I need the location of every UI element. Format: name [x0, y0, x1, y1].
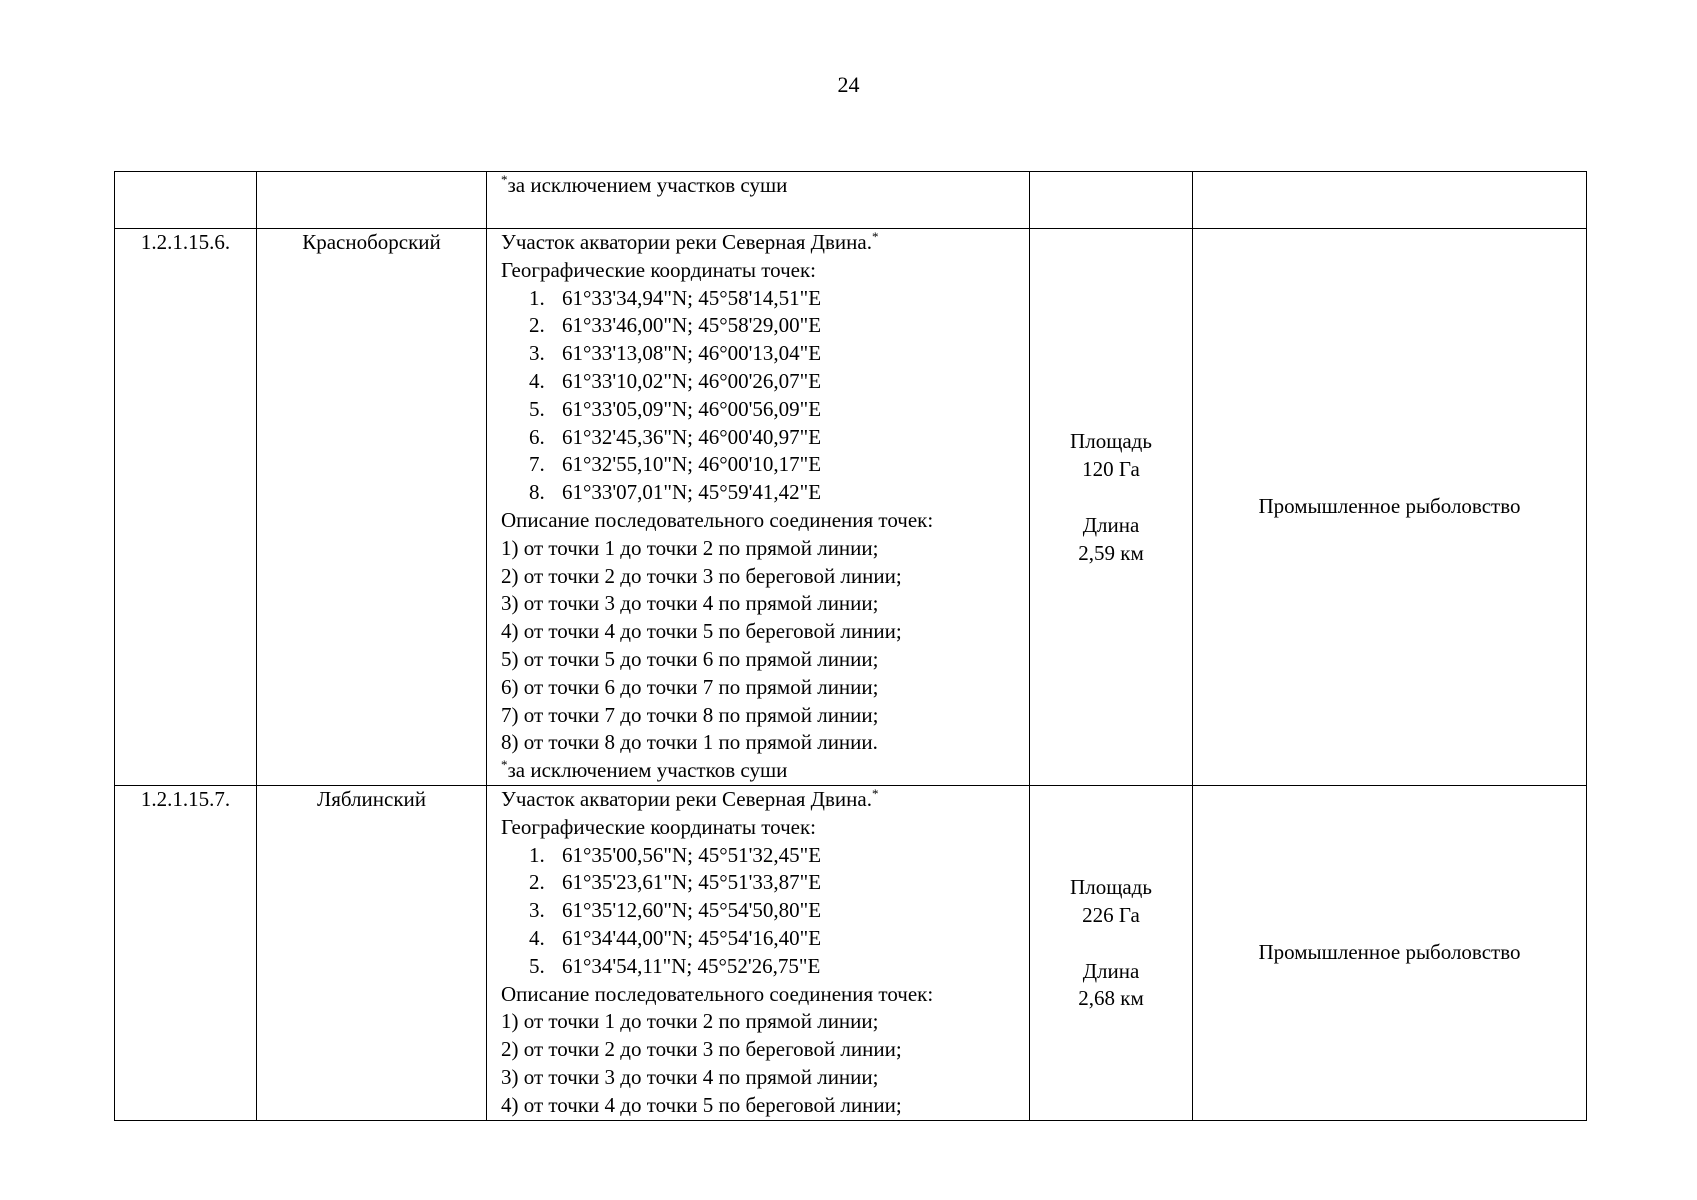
coords-title: Географические координаты точек:	[501, 257, 816, 282]
point-coordinate: 61°33'10,02"N; 46°00'26,07"E	[562, 368, 822, 393]
coordinate-point	[501, 285, 1023, 313]
row-number: 1.2.1.15.6.	[115, 229, 257, 786]
connection-line: 4) от точки 4 до точки 5 по береговой линии;	[501, 1092, 902, 1117]
table-row-krasnoborsky	[115, 229, 1587, 786]
point-number: 2.	[529, 313, 545, 338]
point-coordinate: 61°35'12,60"N; 45°54'50,80"E	[562, 898, 822, 923]
coordinate-point	[501, 842, 1023, 870]
points-list	[501, 842, 1023, 981]
coordinate-point	[501, 396, 1023, 424]
point-number: 1.	[529, 842, 545, 867]
footnote-asterisk: *	[501, 172, 508, 187]
row-description	[487, 172, 1030, 229]
row-size	[1030, 172, 1193, 229]
row-number	[115, 172, 257, 229]
connection-line: 1) от точки 1 до точки 2 по прямой линии;	[501, 1009, 879, 1034]
point-number: 5.	[529, 953, 545, 978]
row-name	[257, 172, 487, 229]
length-label: Длина	[1082, 512, 1140, 537]
coordinate-point	[501, 451, 1023, 479]
footnote-line	[501, 757, 1023, 785]
coordinate-point	[501, 897, 1023, 925]
area-title: Участок акватории реки Северная Двина.*	[501, 229, 879, 254]
footnote-line	[501, 172, 1023, 200]
point-coordinate: 61°35'00,56"N; 45°51'32,45"E	[562, 842, 822, 867]
page-number: 24	[837, 72, 860, 97]
point-coordinate: 61°33'46,00"N; 45°58'29,00"E	[562, 313, 822, 338]
coordinate-point	[501, 424, 1023, 452]
row-description	[487, 229, 1030, 786]
point-number: 7.	[529, 452, 545, 477]
connections-list	[501, 1008, 1023, 1119]
coordinate-point	[501, 340, 1023, 368]
coordinate-point	[501, 312, 1023, 340]
point-number: 4.	[529, 925, 545, 950]
connections-list	[501, 535, 1023, 757]
coordinate-point	[501, 479, 1023, 507]
connection-line: 3) от точки 3 до точки 4 по прямой линии;	[501, 1064, 879, 1089]
connection-line: 6) от точки 6 до точки 7 по прямой линии;	[501, 674, 879, 699]
point-coordinate: 61°34'44,00"N; 45°54'16,40"E	[562, 925, 822, 950]
row-name: Красноборский	[257, 229, 487, 786]
connection-title: Описание последовательного соединения точек:	[501, 507, 934, 532]
point-number: 4.	[529, 368, 545, 393]
row-size	[1030, 785, 1193, 1120]
length-value: 2,59 км	[1078, 540, 1144, 565]
area-title: Участок акватории реки Северная Двина.*	[501, 785, 879, 811]
point-coordinate: 61°33'34,94"N; 45°58'14,51"E	[562, 285, 822, 310]
connection-line: 8) от точки 8 до точки 1 по прямой линии.	[501, 730, 878, 755]
coordinate-point	[501, 925, 1023, 953]
point-coordinate: 61°33'13,08"N; 46°00'13,04"E	[562, 341, 822, 366]
row-size	[1030, 229, 1193, 786]
table-row-continuation	[115, 172, 1587, 229]
point-coordinate: 61°33'05,09"N; 46°00'56,09"E	[562, 396, 822, 421]
row-number: 1.2.1.15.7.	[115, 785, 257, 1120]
point-coordinate: 61°35'23,61"N; 45°51'33,87"E	[562, 870, 822, 895]
point-number: 8.	[529, 480, 545, 505]
row-use: Промышленное рыболовство	[1193, 229, 1587, 786]
point-number: 2.	[529, 870, 545, 895]
footnote-asterisk: *	[501, 757, 508, 773]
asterisk-mark: *	[871, 229, 879, 244]
point-coordinate: 61°32'45,36"N; 46°00'40,97"E	[562, 424, 822, 449]
row-use	[1193, 172, 1587, 229]
point-number: 3.	[529, 341, 545, 366]
area-label: Площадь	[1070, 429, 1152, 454]
row-name: Ляблинский	[257, 785, 487, 1120]
point-coordinate: 61°32'55,10"N; 46°00'10,17"E	[562, 452, 822, 477]
area-value: 226 Га	[1082, 903, 1140, 928]
point-number: 6.	[529, 424, 545, 449]
connection-line: 2) от точки 2 до точки 3 по береговой линии;	[501, 1037, 902, 1062]
coordinate-point	[501, 368, 1023, 396]
point-coordinate: 61°33'07,01"N; 45°59'41,42"E	[562, 480, 822, 505]
area-value: 120 Га	[1082, 457, 1140, 482]
footnote-text: за исключением участков суши	[507, 758, 788, 783]
connection-line: 5) от точки 5 до точки 6 по прямой линии;	[501, 646, 879, 671]
point-coordinate: 61°34'54,11"N; 45°52'26,75"E	[562, 953, 821, 978]
footnote-text: за исключением участков суши	[507, 173, 788, 197]
connection-line: 3) от точки 3 до точки 4 по прямой линии;	[501, 591, 879, 616]
point-number: 3.	[529, 898, 545, 923]
asterisk-mark: *	[871, 785, 879, 801]
length-label: Длина	[1082, 958, 1140, 983]
coords-title: Географические координаты точек:	[501, 814, 816, 839]
connection-line: 1) от точки 1 до точки 2 по прямой линии;	[501, 535, 879, 560]
points-list	[501, 285, 1023, 507]
length-value: 2,68 км	[1078, 986, 1144, 1011]
coordinate-point	[501, 953, 1023, 981]
row-use: Промышленное рыболовство	[1193, 785, 1587, 1120]
coordinate-point	[501, 869, 1023, 897]
fishing-areas-table	[114, 171, 1587, 1121]
point-number: 5.	[529, 396, 545, 421]
row-description	[487, 785, 1030, 1120]
area-label: Площадь	[1070, 875, 1152, 900]
point-number: 1.	[529, 285, 545, 310]
table-row-lyablinsky	[115, 785, 1587, 1120]
connection-line: 7) от точки 7 до точки 8 по прямой линии;	[501, 702, 879, 727]
connection-title: Описание последовательного соединения точек:	[501, 981, 934, 1006]
connection-line: 2) от точки 2 до точки 3 по береговой линии;	[501, 563, 902, 588]
connection-line: 4) от точки 4 до точки 5 по береговой линии;	[501, 619, 902, 644]
